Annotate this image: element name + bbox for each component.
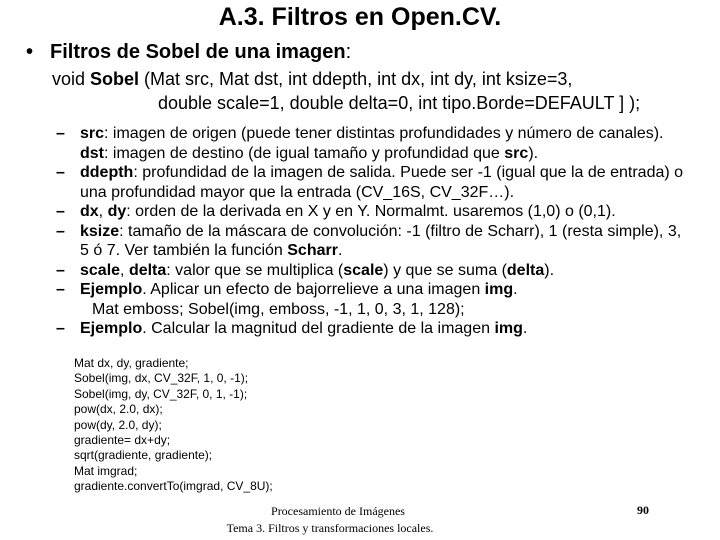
footer-course: Procesamiento de Imágenes xyxy=(271,504,405,518)
dash-marker: – xyxy=(56,222,65,240)
description: ). xyxy=(544,261,555,279)
bullet-symbol: • xyxy=(26,41,34,63)
term: ksize xyxy=(80,222,120,240)
description: , xyxy=(98,203,108,220)
dash-marker: – xyxy=(56,320,65,337)
code-line: pow(dx, 2.0, dx); xyxy=(74,402,163,417)
signature-prefix: void xyxy=(52,69,91,89)
term: img xyxy=(484,281,514,298)
term: ddepth xyxy=(80,164,134,181)
gradient-code-block xyxy=(74,356,273,495)
code-line: pow(dy, 2.0, dy); xyxy=(74,417,162,432)
term: scale xyxy=(80,261,121,279)
emboss-code-line: Mat emboss; Sobel(img, emboss, -1, 1, 0, 3, 1, 128); xyxy=(92,300,465,318)
list-item-scale xyxy=(0,261,720,281)
term: src xyxy=(504,144,529,162)
list-item-src xyxy=(0,124,720,163)
description: . Calcular la magnitud del gradiente de la imagen xyxy=(142,320,495,337)
description: : tamaño de la máscara de convolución: -1 (filtro de Scharr), 1 (resta simple), 3, 5 ó 7. Ver también la función xyxy=(80,222,682,259)
signature-params-1: (Mat src, Mat dst, int ddepth, int dx, int dy, int ksize=3, xyxy=(139,69,573,89)
description: ) y que se suma ( xyxy=(383,261,507,279)
dash-marker: – xyxy=(56,281,65,298)
term: Ejemplo xyxy=(80,320,143,337)
term: dx xyxy=(80,203,99,220)
term: dst xyxy=(80,144,104,162)
term: Ejemplo xyxy=(80,281,143,298)
bullet-colon: : xyxy=(345,41,352,63)
bullet-label: Filtros de Sobel de una imagen xyxy=(50,41,346,63)
description: : valor que se multiplica ( xyxy=(166,261,344,279)
description: ). xyxy=(528,144,539,162)
description: , xyxy=(120,261,129,279)
list-item-ddepth xyxy=(0,163,720,202)
code-line: Sobel(img, dx, CV_32F, 1, 0, -1); xyxy=(74,371,249,386)
sobel-signature-line-2: double scale=1, double delta=0, int tipo.Borde=DEFAULT ] ); xyxy=(158,93,641,113)
signature-function-name: Sobel xyxy=(90,69,140,89)
code-line: Mat dx, dy, gradiente; xyxy=(74,356,189,370)
code-line: sqrt(gradiente, gradiente); xyxy=(74,448,213,463)
code-line: gradiente= dx+dy; xyxy=(74,433,171,448)
term: delta xyxy=(506,261,545,279)
dash-marker: – xyxy=(56,261,65,279)
dash-marker: – xyxy=(56,164,65,181)
code-line: Sobel(img, dy, CV_32F, 0, 1, -1); xyxy=(74,386,248,401)
term: Scharr xyxy=(287,242,338,259)
description: . xyxy=(337,242,343,259)
term: delta xyxy=(128,261,167,279)
description: . xyxy=(522,320,528,337)
list-item-ksize xyxy=(0,222,720,261)
dash-marker: – xyxy=(56,203,65,220)
list-item-dxdy xyxy=(0,202,720,222)
main-bullet xyxy=(26,40,706,64)
term: dy xyxy=(107,203,127,220)
term: src xyxy=(80,125,105,142)
parameter-list xyxy=(0,124,720,339)
list-item-ejemplo-gradient xyxy=(0,319,720,339)
description: : imagen de origen (puede tener distintas profundidades y número de canales). xyxy=(104,125,664,142)
list-item-ejemplo-emboss xyxy=(0,280,720,300)
sobel-signature-line-1 xyxy=(52,68,572,90)
description: : profundidad de la imagen de salida. Puede ser -1 (igual que la de entrada) o una profundidad mayor que la entrada (CV_16S, CV_32F…). xyxy=(80,164,684,201)
footer-topic: Tema 3. Filtros y transformaciones locales. xyxy=(226,521,434,535)
term: scale xyxy=(343,261,384,279)
slide-title: A.3. Filtros en Open.CV. xyxy=(218,3,502,31)
slide-footer xyxy=(0,503,660,537)
description: : orden de la derivada en X y en Y. Normalmt. usaremos (1,0) o (0,1). xyxy=(126,203,616,220)
description: . xyxy=(513,281,518,298)
description: : imagen de destino (de igual tamaño y profundidad que xyxy=(104,144,505,162)
dash-marker: – xyxy=(56,125,65,142)
description: . Aplicar un efecto de bajorrelieve a una imagen xyxy=(142,281,485,298)
term: img xyxy=(494,320,523,337)
code-line: gradiente.convertTo(imgrad, CV_8U); xyxy=(74,479,273,494)
code-line: Mat imgrad; xyxy=(74,463,138,478)
page-number: 90 xyxy=(637,503,649,517)
